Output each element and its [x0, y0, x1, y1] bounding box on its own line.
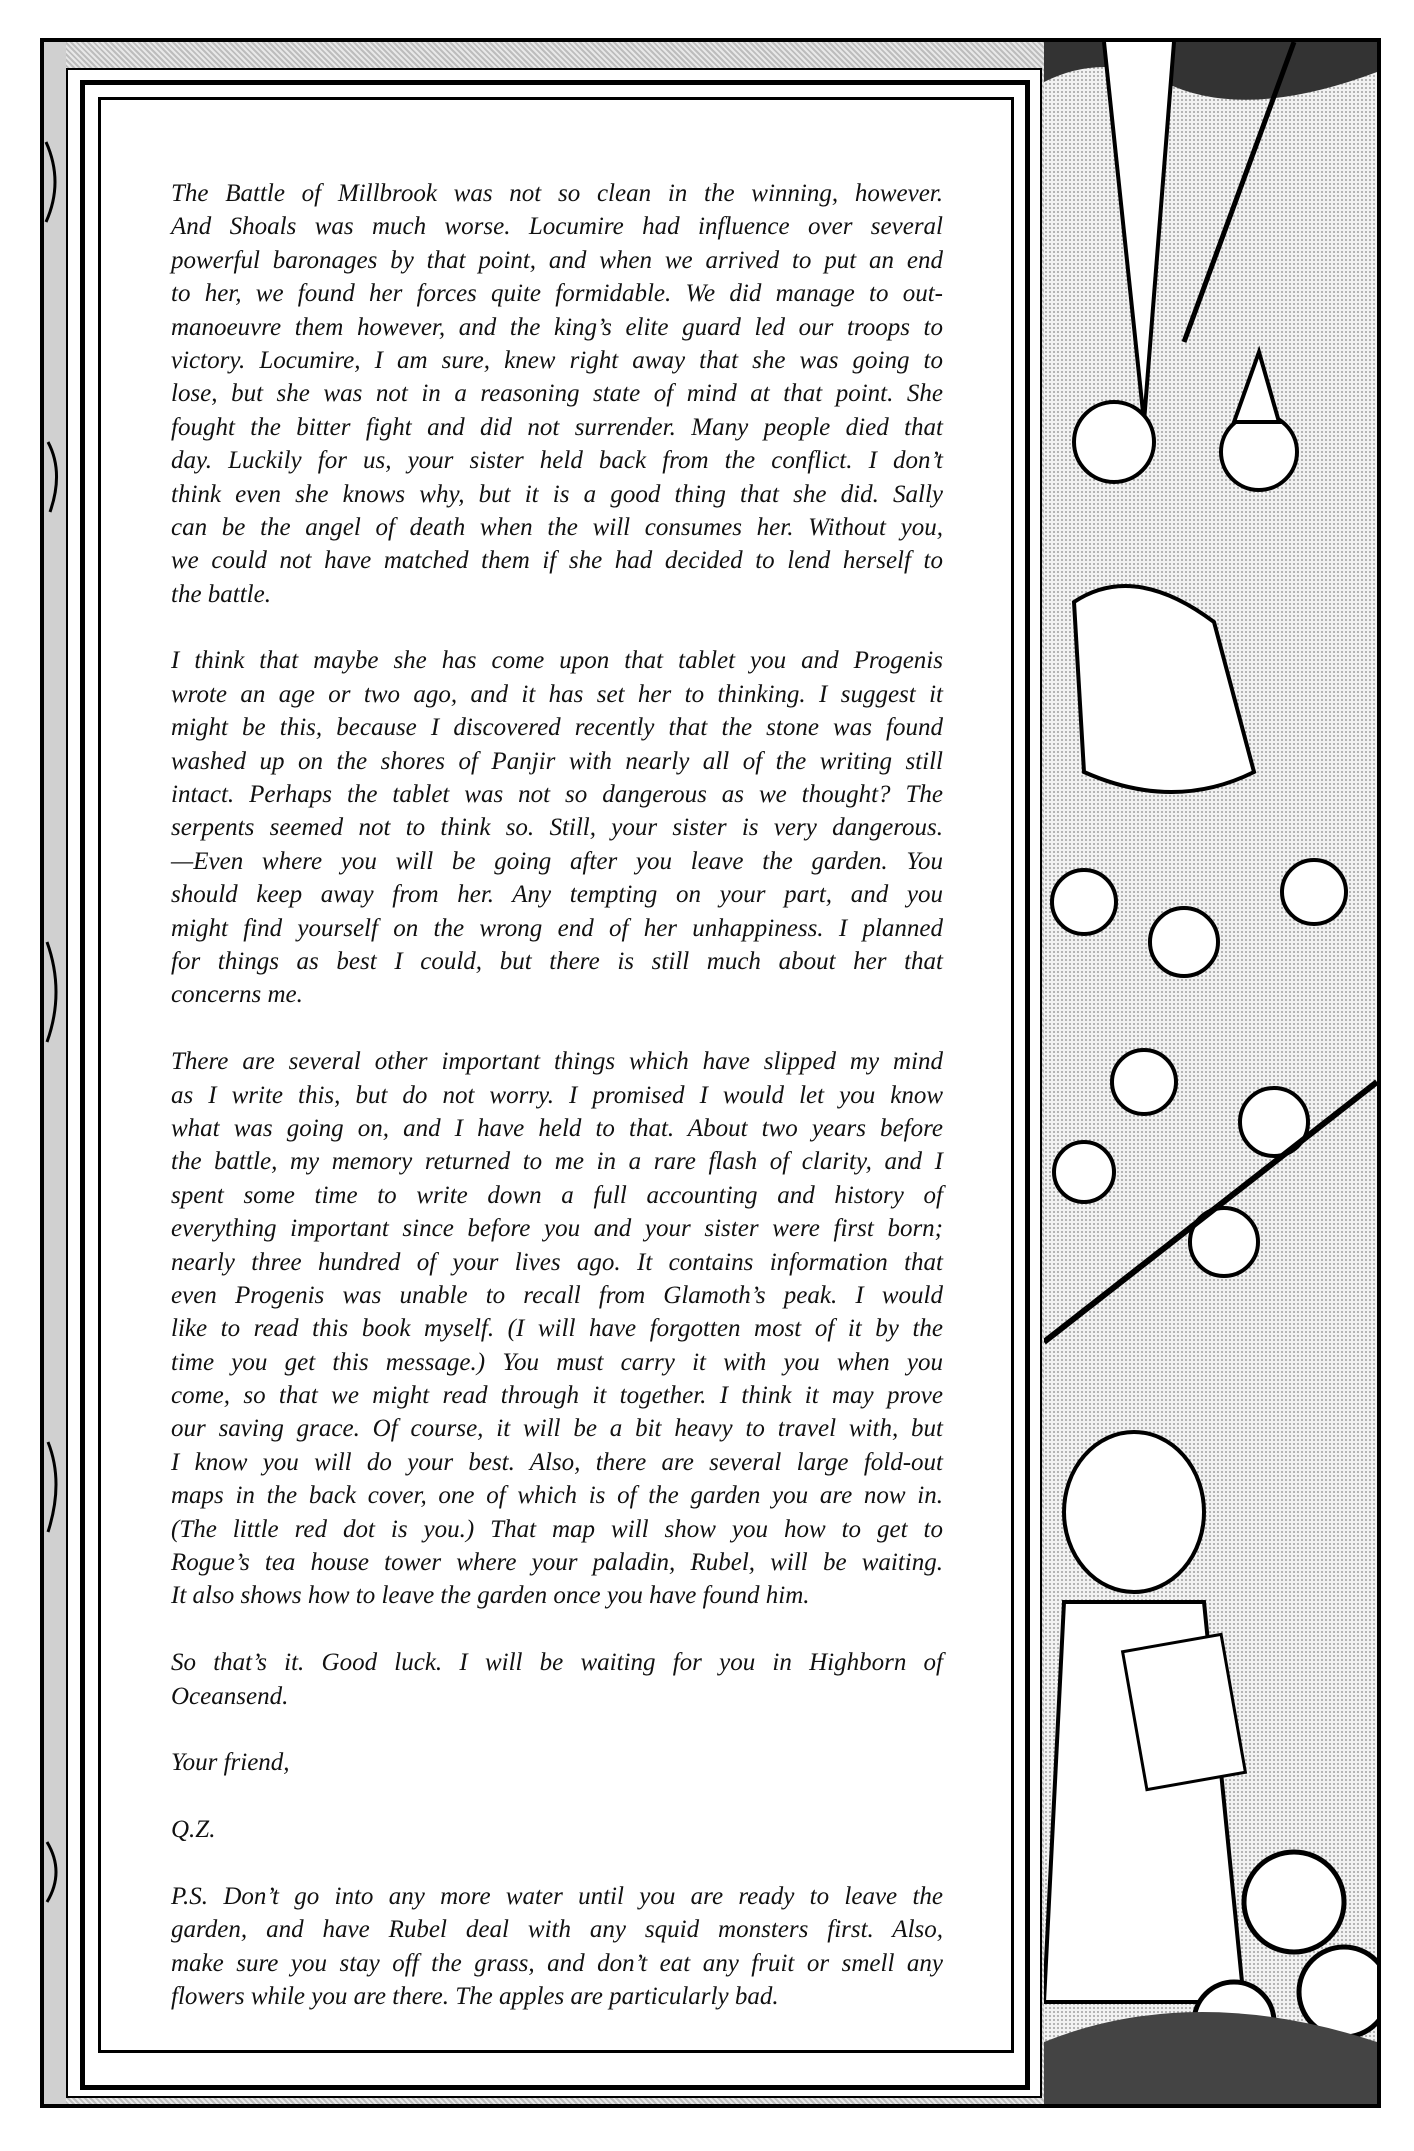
- letter-line: Q.Z.: [171, 1816, 216, 1844]
- letter-line: can be the angel of death when the will consumes her. Without you,: [171, 513, 943, 541]
- letter-line: —Even where you will be going after you leave the garden. You: [171, 847, 943, 875]
- letter-line: our saving grace. Of course, it will be a bit heavy to travel with, but: [171, 1415, 943, 1443]
- paragraph-gap: [171, 1780, 943, 1813]
- letter-text: [171, 177, 943, 2013]
- paragraph-gap: [171, 1713, 943, 1746]
- letter-line: day. Luckily for us, your sister held back from the conflict. I don’t: [171, 447, 943, 475]
- letter-line: There are several other important things which have slipped my mind: [171, 1048, 943, 1076]
- letter-line: (The little red dot is you.) That map will show you how to get to: [171, 1515, 943, 1543]
- letter-line: Oceansend.: [171, 1682, 289, 1710]
- letter-line: spent some time to write down a full accounting and history of: [171, 1181, 943, 1209]
- letter-paragraph: [171, 1880, 943, 2014]
- letter-paragraph: [171, 1646, 943, 1713]
- letter-line: victory. Locumire, I am sure, knew right away that she was going to: [171, 346, 943, 374]
- letter-line: concerns me.: [171, 981, 303, 1009]
- letter-line: think even she knows why, but it is a good thing that she did. Sally: [171, 480, 943, 508]
- letter-line: might be this, because I discovered recently that the stone was found: [171, 714, 943, 742]
- letter-line: might find yourself on the wrong end of her unhappiness. I planned: [171, 914, 943, 942]
- letter-line: P.S. Don’t go into any more water until you are ready to leave the: [171, 1882, 943, 1910]
- letter-line: And Shoals was much worse. Locumire had influence over several: [171, 213, 943, 241]
- letter-line: what was going on, and I have held to that. About two years before: [171, 1114, 943, 1142]
- letter-line: the battle.: [171, 580, 271, 608]
- letter-paragraph: [171, 644, 943, 1011]
- letter-line: make sure you stay off the grass, and don’t eat any fruit or smell any: [171, 1949, 943, 1977]
- paragraph-gap: [171, 611, 943, 644]
- letter-line: even Progenis was unable to recall from Glamoth’s peak. I would: [171, 1281, 943, 1309]
- letter-line: So that’s it. Good luck. I will be waiting for you in Highborn of: [171, 1649, 943, 1677]
- letter-line: flowers while you are there. The apples are particularly bad.: [171, 1983, 779, 2011]
- letter-line: It also shows how to leave the garden once you have found him.: [171, 1582, 810, 1610]
- left-border-illustration: [44, 42, 66, 2104]
- letter-line: nearly three hundred of your lives ago. It contains information that: [171, 1248, 943, 1276]
- letter-line: Your friend,: [171, 1749, 290, 1777]
- letter-line: Rogue’s tea house tower where your paladin, Rubel, will be waiting.: [171, 1549, 943, 1577]
- battle-scene-illustration: [1044, 42, 1377, 2104]
- letter-line: should keep away from her. Any tempting on your part, and you: [171, 881, 943, 909]
- letter-line: manoeuvre them however, and the king’s elite guard led our troops to: [171, 313, 943, 341]
- paragraph-gap: [171, 1613, 943, 1646]
- paragraph-gap: [171, 1012, 943, 1045]
- letter-line: serpents seemed not to think so. Still, your sister is very dangerous.: [171, 814, 943, 842]
- letter-paragraph: [171, 177, 943, 611]
- letter-line: lose, but she was not in a reasoning state of mind at that point. She: [171, 380, 943, 408]
- letter-line: come, so that we might read through it together. I think it may prove: [171, 1382, 943, 1410]
- letter-line: I know you will do your best. Also, there are several large fold-out: [171, 1448, 943, 1476]
- letter-line: everything important since before you and your sister were first born;: [171, 1215, 943, 1243]
- letter-line: garden, and have Rubel deal with any squid monsters first. Also,: [171, 1916, 943, 1944]
- letter-line: to her, we found her forces quite formidable. We did manage to out-: [171, 280, 943, 308]
- letter-line: the battle, my memory returned to me in a rare flash of clarity, and I: [171, 1148, 943, 1176]
- letter-paragraph: [171, 1045, 943, 1613]
- paragraph-gap: [171, 1847, 943, 1880]
- letter-line: we could not have matched them if she had decided to lend herself to: [171, 547, 943, 575]
- letter-line: The Battle of Millbrook was not so clean in the winning, however.: [171, 180, 943, 207]
- letter-line: washed up on the shores of Panjir with nearly all of the writing still: [171, 747, 943, 775]
- letter-line: time you get this message.) You must carry it with you when you: [171, 1348, 943, 1376]
- letter-line: like to read this book myself. (I will have forgotten most of it by the: [171, 1315, 943, 1343]
- letter-line: for things as best I could, but there is still much about her that: [171, 947, 943, 975]
- letter-paragraph: [171, 1746, 943, 1779]
- letter-line: powerful baronages by that point, and when we arrived to put an end: [171, 246, 943, 274]
- letter-line: wrote an age or two ago, and it has set her to thinking. I suggest it: [171, 680, 943, 708]
- letter-line: fought the bitter fight and did not surrender. Many people died that: [171, 413, 943, 441]
- letter-line: I think that maybe she has come upon that tablet you and Progenis: [171, 647, 943, 675]
- letter-line: intact. Perhaps the tablet was not so dangerous as we thought? The: [171, 781, 943, 809]
- letter-paragraph: [171, 1813, 943, 1846]
- letter-line: maps in the back cover, one of which is of the garden you are now in.: [171, 1482, 943, 1510]
- letter-line: as I write this, but do not worry. I promised I would let you know: [171, 1081, 943, 1109]
